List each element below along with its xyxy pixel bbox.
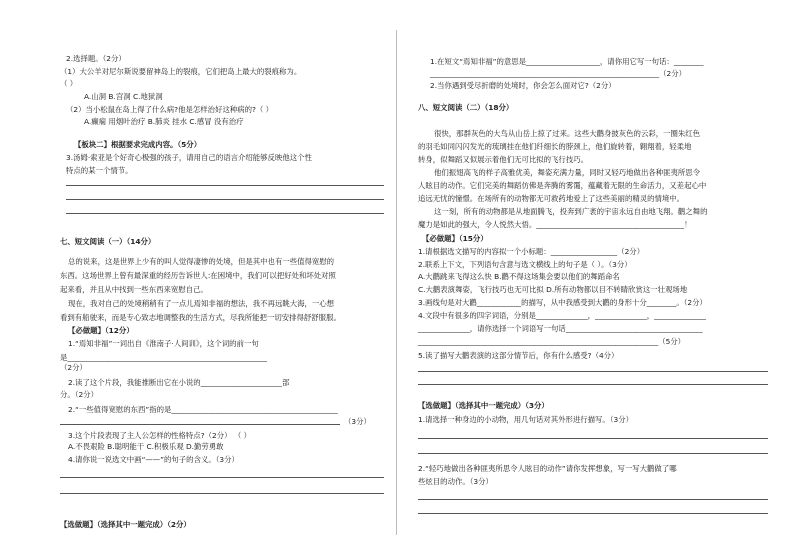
r3-score: （3分）: [344, 417, 371, 426]
passage-line: 的羽毛如同闪闪发光的琉璃挂在他们纤细长的脖颈上，他们旋转着，翱翔着，轻柔地: [418, 142, 692, 151]
passage-line: 这一刻，所有的动物都是从地面腾飞，投奔到广袤的宇宙永远自由地飞翔。鹳之舞的: [434, 207, 708, 216]
r4-question: 3.这个片段表现了主人公怎样的性格特点?（2分） （ ）: [68, 431, 251, 440]
s2-question: 2.“轻巧地做出各种匪夷所思令人眩目的动作”请你发挥想象，写一写大鹳做了哪: [418, 464, 677, 473]
q5-question: 5.读了描写大鹳表演的这部分情节后，你有什么感受?（4分）: [418, 351, 619, 360]
answer-line[interactable]: [60, 493, 384, 494]
passage-line: 现在，我对自己的处境稍稍有了一点儿焉知非福的想法，我不再远眺大海，一心想: [68, 299, 335, 308]
q3-question: 3.画线句是对大鹳____________的描写，从中我感受到大鹳的身形十分________。（2分）: [418, 298, 707, 307]
answer-line[interactable]: [60, 477, 384, 478]
optional-heading: 【选做题】（选择其中一题完成）（3分）: [418, 401, 549, 410]
q4-question: 4.文段中有很多的四字词语，分别是______________，______________，______________: [418, 311, 706, 320]
r5-question: 4.请你说一说选文中画“——”的句子的含义。（3分）: [68, 455, 239, 464]
passage-line: 起来看，并且从中找到一些东西来宽慰自己。: [60, 285, 208, 294]
answer-line[interactable]: [66, 199, 384, 200]
answer-line[interactable]: [418, 384, 768, 385]
passage-line: 总的说来，这是世界上少有的叫人觉得凄惨的处境，但是其中也有一些值得宽慰的: [68, 257, 335, 266]
r2-question: 2.读了这个片段，我能推断出它在小说的______________________部: [68, 378, 290, 387]
q4-answer-2: _________________________________________________________________（5分）: [418, 337, 686, 346]
passage-line: 人眩目的动作。它们完美的舞蹈仿佛是奔腾的雾霭，蕴藏着无限的生命活力，又差起心中: [418, 181, 707, 190]
q2-1-bracket: （ ）: [60, 79, 78, 88]
q2-options-ab: A.大鹳跳来飞得这么快 B.鹳不得这场集会要以他们的舞蹈命名: [418, 272, 620, 281]
right-column: [396, 0, 794, 550]
r4-options: A.不畏艰险 B.聪明能干 C.积极乐观 D.勤劳勇敢: [68, 442, 224, 451]
q2-2-question: （2）当小松鼠在岛上得了什么病?他是怎样治好这种病的?（ ）: [66, 105, 274, 114]
section8-heading: 八、短文阅读（二）（18分）: [418, 103, 514, 112]
c1-question: 1.在短文“焉知非福”的意思是____________________，请你用它写一句话：________: [430, 57, 704, 66]
passage-line: 转身，似舞蹈又似展示着他们无可比拟的飞行技巧。: [418, 155, 588, 164]
answer-line[interactable]: [418, 438, 768, 439]
r2-score: 分。（2分）: [60, 390, 98, 399]
passage-line: 很快，那群灰色的大鸟从山岳上掠了过来。这些大鹳身披灰色的云彩，一圈朱红色: [434, 129, 701, 138]
required-heading: 【必做题】（12分）: [68, 326, 134, 335]
answer-line[interactable]: [66, 185, 384, 186]
q3-text-2: 特点的某一个情节。: [66, 166, 133, 175]
q2-1-options: A.山洞 B.宫洞 C.地狱洞: [84, 92, 163, 101]
r1-score: （2分）: [60, 363, 87, 372]
answer-line[interactable]: [418, 453, 768, 454]
answer-line[interactable]: [66, 213, 384, 214]
s2-question-2: 些炫目的动作。（3分）: [418, 477, 493, 486]
q2-1-question: （1）大公羊对尼尔斯说要留神岛上的裂痕，它们把岛上最大的裂痕称为。: [60, 67, 302, 76]
answer-line[interactable]: [418, 371, 768, 372]
r1-answer: 是______________________________________________________: [60, 353, 267, 362]
required-heading: 【必做题】（15分）: [422, 234, 488, 243]
r3-question: 2.“一些值得宽慰的东西”指的是_____________________________________________: [68, 405, 338, 414]
q4-answer: ______________，请你选择一个词语写一句话_____________________________________: [418, 324, 703, 333]
q2-options-cd: C.大鹳表演舞姿，飞行技巧也无可比拟 D.所有动物都以目不转睛欣赏这一壮观场地: [418, 285, 688, 294]
q3-text: 3.汤姆·索亚是个好奇心极强的孩子，请用自己的语言介绍能够反映他这个性: [66, 153, 312, 162]
s1-question: 1.请选择一种身边的小动物，用几句话对其外形进行描写。（3分）: [418, 415, 633, 424]
answer-line[interactable]: [418, 513, 768, 514]
passage-line: 魔力是如此的强大，令人悦然大悟。________________________________________！: [418, 220, 692, 229]
passage-line: 他们振翅高飞的样子高雅优美，舞姿充满力量，同时又轻巧地做出各种匪夷所思令: [434, 168, 701, 177]
answer-line[interactable]: [418, 499, 768, 500]
c1-answer: ______________________________________________________________（2分）: [430, 69, 686, 78]
q2-question: 2.联系上下文，下列语句含意与选文横线上的句子是（ ）。（3分）: [418, 260, 632, 269]
r1-question: 1.“焉知非福”一词出自《淮南子·人间训》，这个词的前一句: [68, 339, 259, 348]
section7-heading: 七、短文阅读（一）（14分）: [60, 237, 156, 246]
answer-line[interactable]: [60, 424, 340, 425]
q2-2-options: A.癫痫 用烟叶治疗 B.肺炎 挂水 C.感冒 没有治疗: [84, 117, 244, 126]
q2-select: 2.选择题。（2分）: [66, 54, 126, 63]
block2-heading: 【板块二】根据要求完成内容。（5分）: [74, 140, 202, 149]
passage-line: 看到有船驶来，而是专心致志地调整我的生活方式，尽我所能把一切安排得舒舒服服。: [60, 313, 341, 322]
q1-question: 1.请根据选文描写的内容拟一个小标题：__________________（2分）: [418, 247, 645, 256]
optional-heading: 【选做题】（选择其中一题完成）（2分）: [60, 520, 191, 529]
passage-line: 东西。这场世界上曾有最深重的经历告诉世人:在困境中，我们可以把好处和坏处对照: [60, 271, 336, 280]
c2-question: 2.当你遇到受尽折磨的处境时，你会怎么面对它?（2分）: [430, 81, 616, 90]
passage-line: 追远无忧的憧憬。在场所有的动物都无可救药地爱上了这些美丽的精灵的情境中。: [418, 194, 685, 203]
left-column: [0, 0, 396, 550]
